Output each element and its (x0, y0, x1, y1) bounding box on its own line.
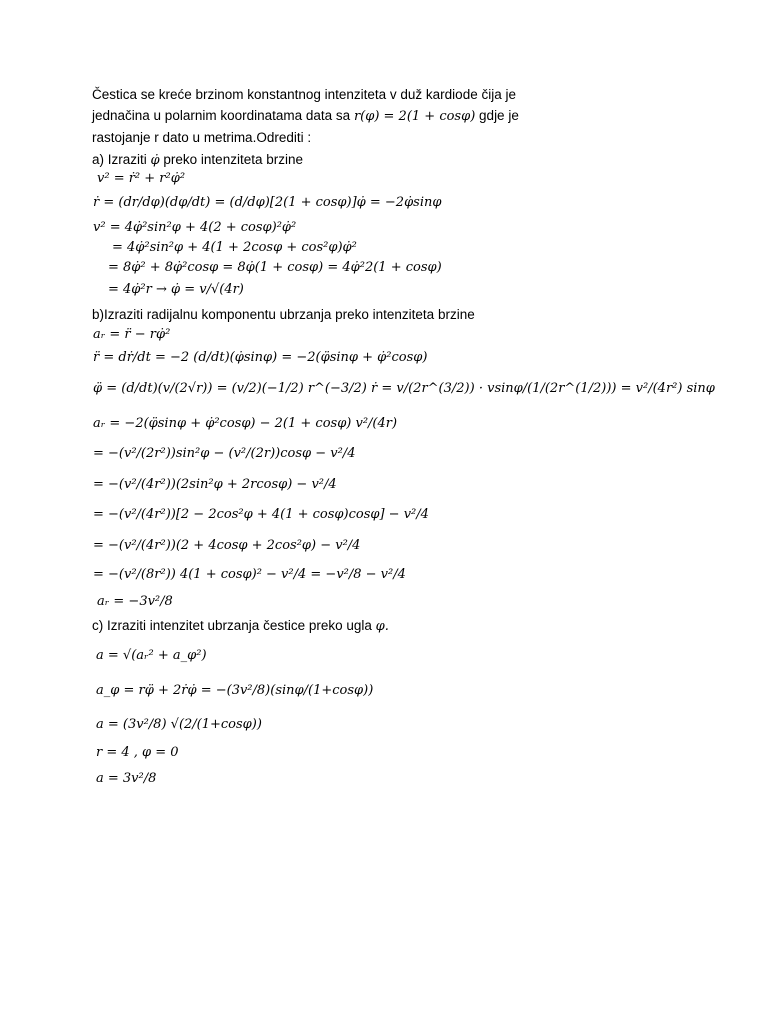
part-a-heading-post: preko intenziteta brzine (163, 152, 303, 167)
part-b-eq-9: = −(v²/(8r²)) 4(1 + cosφ)² − v²/4 = −v²/8 − v²/4 (93, 567, 406, 582)
intro-line-2-math: r(φ) = 2(1 + cosφ) (353, 109, 476, 124)
part-a-heading-symbol: φ̇ (150, 153, 160, 168)
part-b-eq-8: = −(v²/(4r²))(2 + 4cosφ + 2cos²φ) − v²/4 (93, 538, 361, 553)
part-c-eq-3: a = (3v²/8) √(2/(1+cosφ)) (96, 717, 262, 732)
part-b-eq-3: φ̈ = (d/dt)(v/(2√r)) = (v/2)(−1/2) r^(−3/2) ṙ = v/(2r^(3/2)) · vsinφ/(1/(2r^(1/2))) = v²/(4r²) sinφ (93, 381, 715, 396)
part-a-eq-3: v² = 4φ̇²sin²φ + 4(2 + cosφ)²φ̇² (93, 220, 297, 235)
part-b-eq-10: aᵣ = −3v²/8 (97, 594, 173, 609)
part-c-eq-1: a = √(aᵣ² + a_φ²) (96, 648, 207, 663)
part-b-eq-6: = −(v²/(4r²))(2sin²φ + 2rcosφ) − v²/4 (93, 477, 337, 492)
part-a-eq-6: = 4φ̇²r → φ̇ = v/√(4r) (108, 282, 244, 297)
intro-line-2 (92, 107, 519, 126)
part-a-heading-pre: a) Izraziti (92, 152, 147, 167)
part-c-heading (92, 617, 389, 636)
part-a-heading (92, 151, 303, 170)
intro-line-3: rastojanje r dato u metrima.Odrediti : (92, 130, 312, 145)
intro-line-2-tail: gdje je (479, 108, 519, 123)
part-c-eq-5: a = 3v²/8 (96, 771, 157, 786)
part-b-eq-4: aᵣ = −2(φ̈sinφ + φ̇²cosφ) − 2(1 + cosφ) v²/(4r) (93, 416, 398, 431)
intro-line-1: Čestica se kreće brzinom konstantnog intenziteta v duž kardiode čija je (92, 87, 516, 102)
part-b-eq-2: r̈ = dṙ/dt = −2 (d/dt)(φ̇sinφ) = −2(φ̈sinφ + φ̇²cosφ) (93, 350, 428, 365)
part-c-eq-2: a_φ = rφ̈ + 2ṙφ̇ = −(3v²/8)(sinφ/(1+cosφ)) (96, 683, 374, 698)
part-a-eq-2: ṙ = (dr/dφ)(dφ/dt) = (d/dφ)[2(1 + cosφ)]φ̇ = −2φ̇sinφ (93, 195, 442, 210)
part-c-eq-4: r = 4 , φ = 0 (96, 745, 179, 760)
part-c-heading-symbol: φ. (375, 619, 389, 634)
part-c-heading-pre: c) Izraziti intenzitet ubrzanja čestice preko ugla (92, 618, 372, 633)
part-b-eq-5: = −(v²/(2r²))sin²φ − (v²/(2r))cosφ − v²/4 (93, 446, 356, 461)
part-b-eq-1: aᵣ = r̈ − rφ̇² (93, 327, 171, 342)
part-a-eq-1: v² = ṙ² + r²φ̇² (97, 171, 186, 186)
part-b-heading: b)Izraziti radijalnu komponentu ubrzanja preko intenziteta brzine (92, 307, 475, 322)
part-b-eq-7: = −(v²/(4r²))[2 − 2cos²φ + 4(1 + cosφ)cosφ] − v²/4 (93, 507, 429, 522)
part-a-eq-4: = 4φ̇²sin²φ + 4(1 + 2cosφ + cos²φ)φ̇² (112, 240, 357, 255)
part-a-eq-5: = 8φ̇² + 8φ̇²cosφ = 8φ̇(1 + cosφ) = 4φ̇²2(1 + cosφ) (108, 260, 442, 275)
intro-line-2-text: jednačina u polarnim koordinatama data sa (92, 108, 351, 123)
